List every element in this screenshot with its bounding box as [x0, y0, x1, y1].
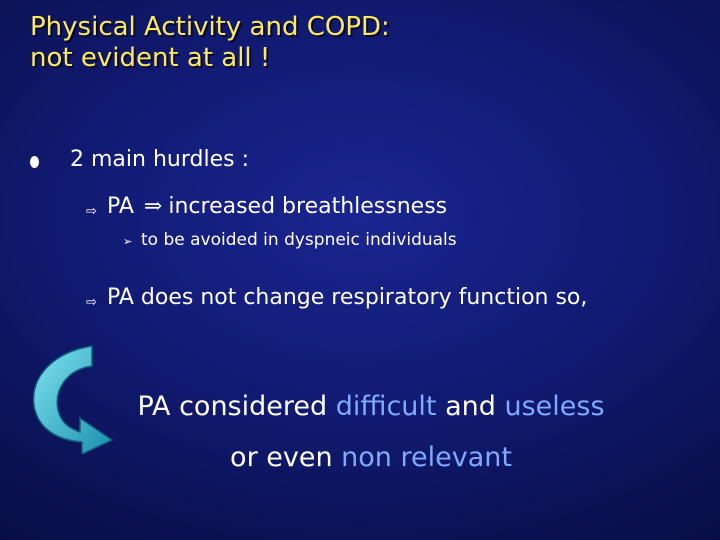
highlight-non-relevant: non relevant [341, 442, 512, 473]
hurdle-1-detail: to be avoided in dyspneic individuals [141, 230, 457, 250]
conclusion-line-2 [0, 442, 720, 473]
hurdle-2: PA does not change respiratory function so, [107, 285, 588, 310]
title-line-2: not evident at all ! [30, 43, 271, 73]
hollow-arrow-bullet-icon: ⇨ [86, 204, 97, 219]
title-line-1: Physical Activity and COPD: [30, 12, 390, 42]
slide-title [30, 12, 390, 74]
round-bullet-icon [30, 156, 39, 168]
highlight-useless: useless [504, 391, 605, 422]
highlight-difficult: difficult [335, 391, 437, 422]
conclusion-line-1 [0, 391, 720, 422]
conclusion-prefix: PA considered [137, 391, 336, 422]
hurdle-1-subject: PA [107, 194, 134, 219]
hurdle-1 [107, 194, 447, 219]
implies-icon: ⇒ [143, 194, 163, 219]
conclusion-and: and [436, 391, 505, 422]
hurdle-1-consequence: increased breathlessness [168, 194, 448, 219]
hollow-arrow-bullet-icon: ⇨ [86, 295, 97, 310]
conclusion-line-2-prefix: or even [230, 442, 342, 473]
triangle-bullet-icon: ➢ [123, 235, 133, 248]
hurdles-heading: 2 main hurdles : [70, 147, 249, 172]
